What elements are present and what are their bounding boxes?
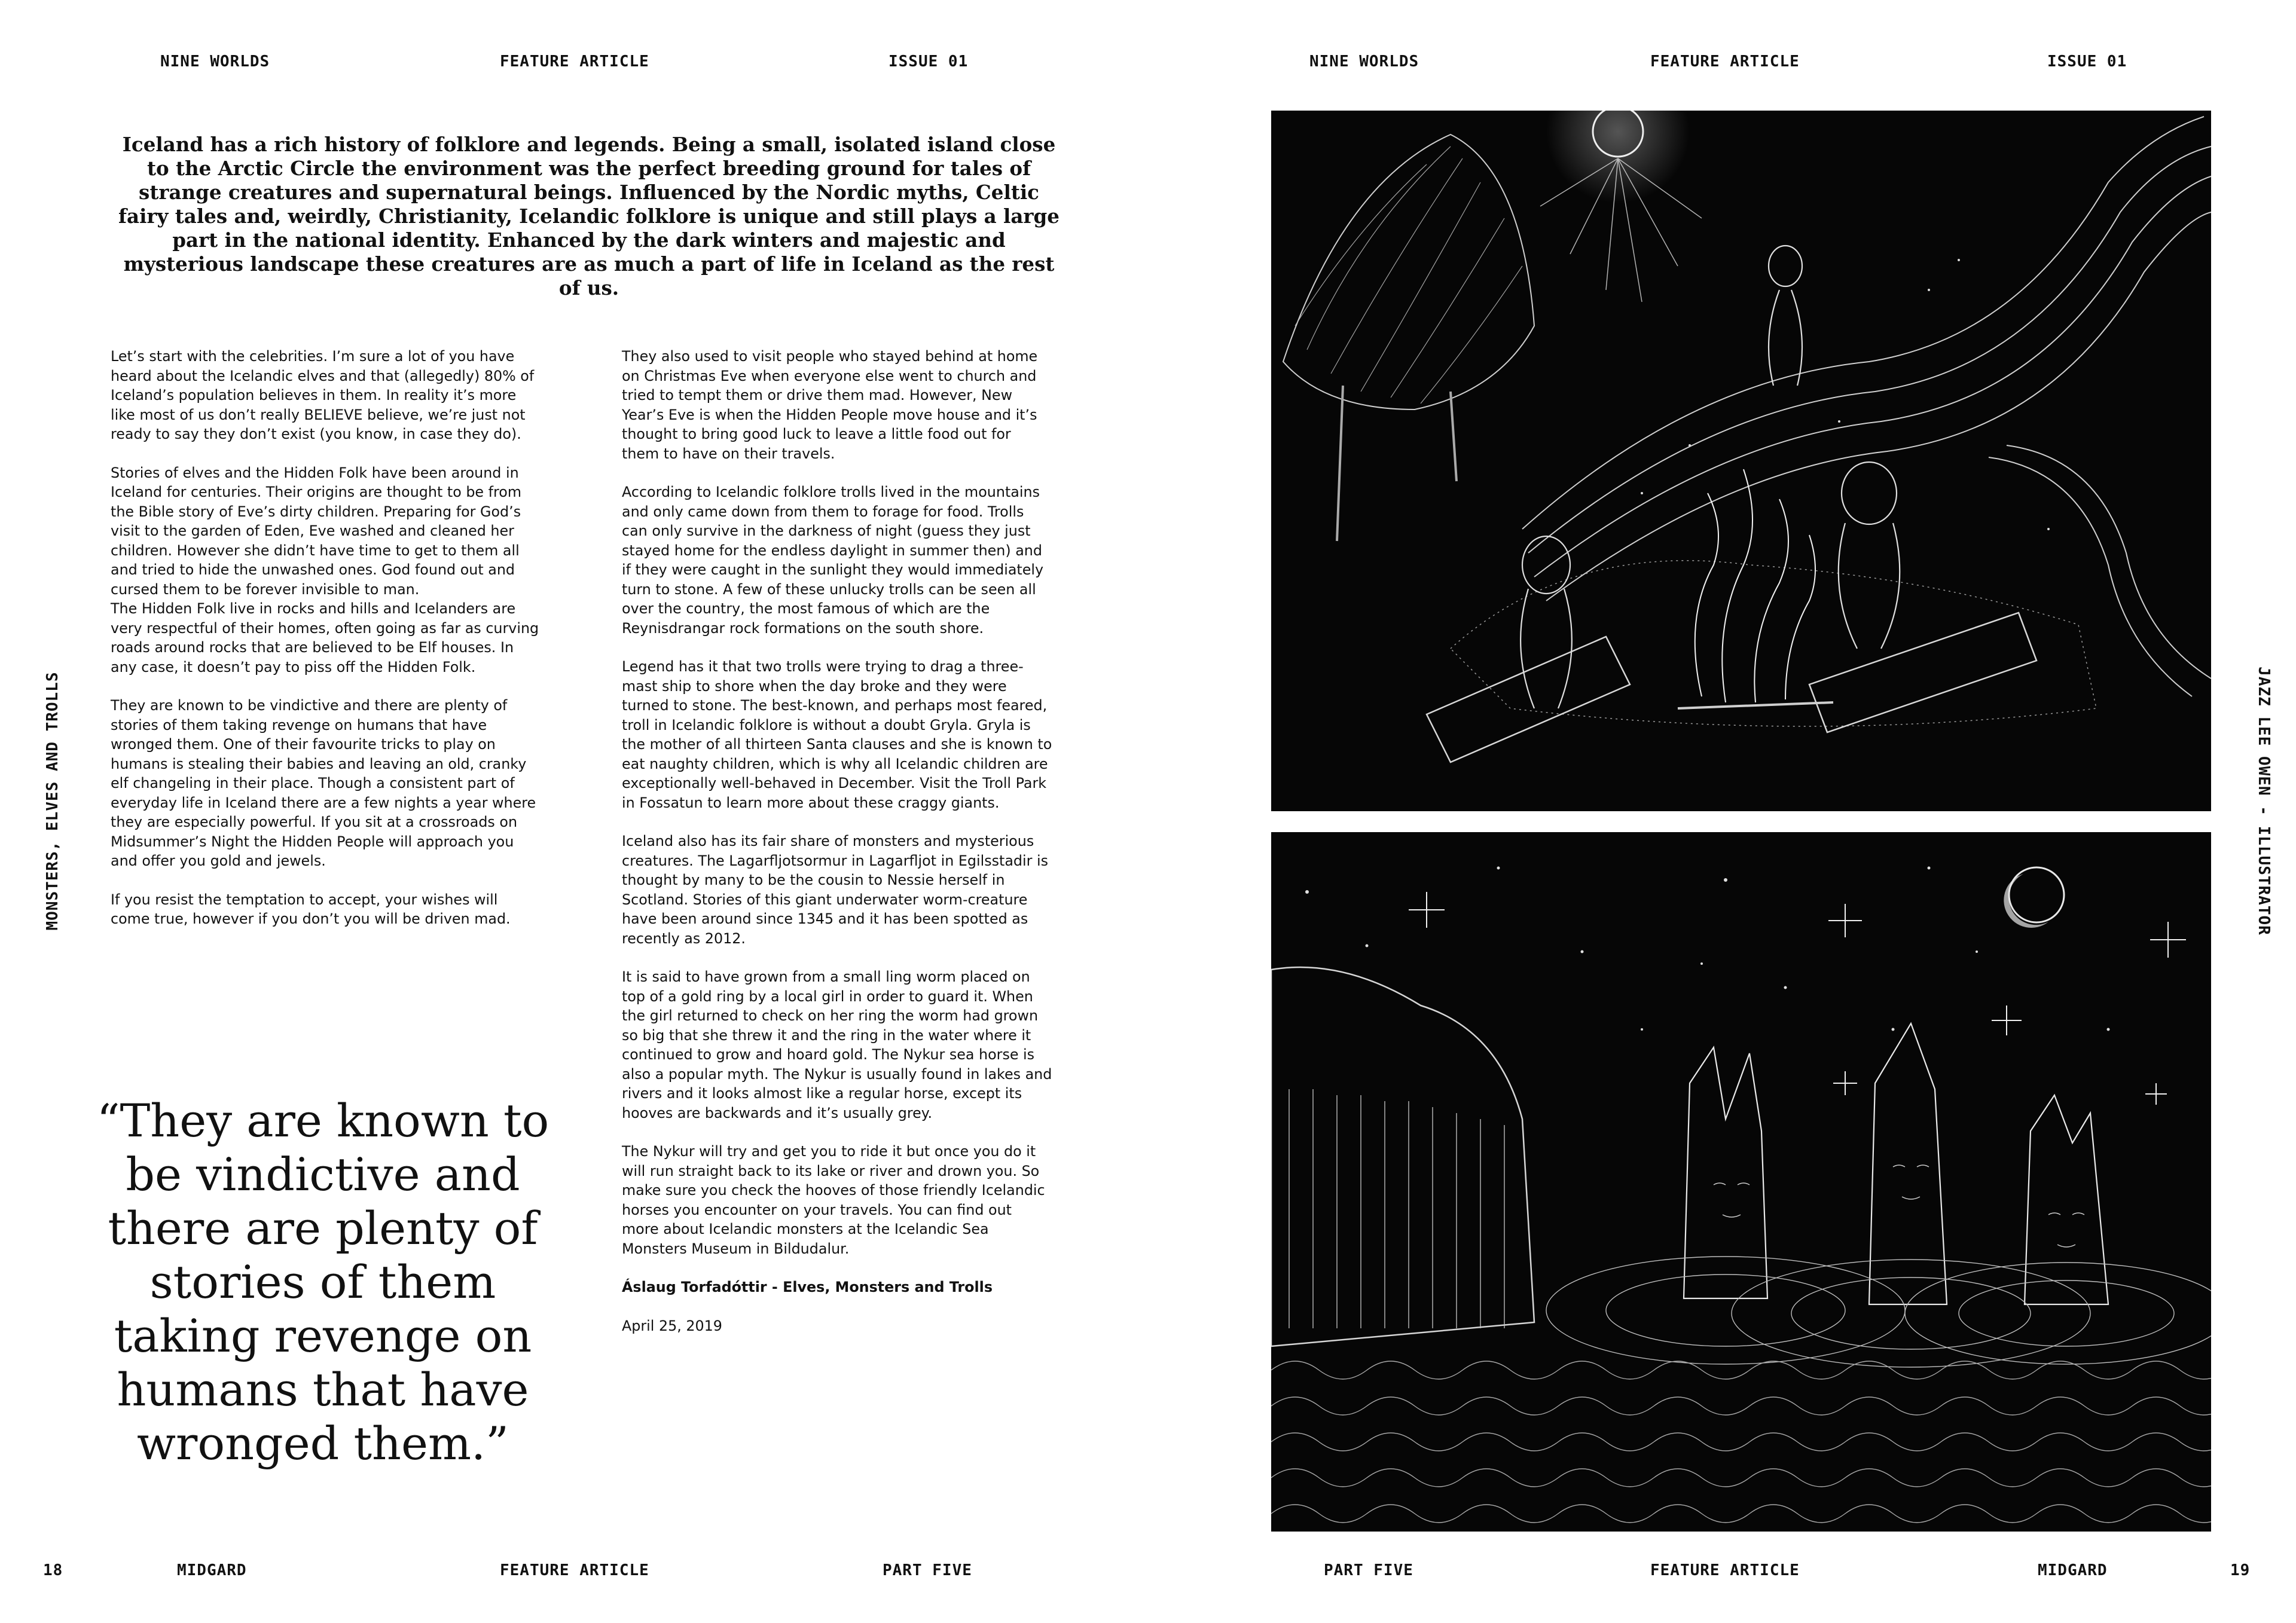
illustration-trolls-campfire (1271, 111, 2211, 811)
col1-paragraph-1: Let’s start with the celebrities. I’m sure a lot of you have heard about the Icelandic elves and that (allegedly) 80% of Iceland’s population believes in them. In reality it’s more like most of us don’t really BELIEVE believe, we’re just not ready to say they don’t exist (you know, in case they do). (111, 348, 535, 442)
crescent-moon-icon (2009, 867, 2064, 922)
small-stars (1305, 867, 2110, 1031)
pull-quote: “They are known to be vindictive and there are plenty of stories of them taking revenge on humans that have wronged them.” (96, 1094, 549, 1470)
left-header-issue: ISSUE 01 (889, 53, 969, 71)
right-footer-realm: MIDGARD (2038, 1561, 2108, 1579)
sparks (1641, 259, 2050, 530)
col2-paragraph-4: Iceland also has its fair share of monsters and mysterious creatures. The Lagarfljotsormur in Lagarfljot in Egilsstadir is thought by many to be the cousin to Nessie herself in Scotland. Stories of this giant underwater worm-creature have been around since 1345 and it has been spotted as recently as 2012. (622, 833, 1048, 947)
tree-canopy (1283, 135, 1534, 409)
col1-paragraph-5: If you resist the temptation to accept, your wishes will come true, however if you don’t you will be driven mad. (111, 891, 511, 927)
ground-stipple (1451, 561, 2096, 726)
right-footer-section: FEATURE ARTICLE (1650, 1561, 1800, 1579)
campfire-illustration-art (1271, 111, 2211, 811)
article-column-2 (622, 347, 1052, 1355)
article-date: April 25, 2019 (622, 1317, 722, 1334)
left-footer-part: PART FIVE (883, 1561, 972, 1579)
tree-trunk-left (1337, 386, 1343, 541)
star-icons (1409, 892, 2186, 1105)
article-intro: Iceland has a rich history of folklore and legends. Being a small, isolated island close to the Arctic Circle the environment was the perfect breeding ground for tales of strange creatures and supernatural beings. Influenced by the Nordic myths, Celtic fairy tales and, weirdly, Christianity, Icelandic folklore is unique and still plays a large part in the national identity. Enhanced by the dark winters and majestic and mysterious landscape these creatures are as much a part of life in Iceland as the rest of us. (118, 133, 1060, 299)
col1-paragraph-4: They are known to be vindictive and there are plenty of stories of them taking revenge on humans that have wronged them. One of their favourite tricks to play on humans is stealing their babies and leaving an old, cranky elf changeling in their place. Though a consistent part of everyday life in Iceland there are a few nights a year where they are especially powerful. If you sit at a crossroads on Midsummer’s Night the Hidden People will approach you and offer you gold and jewels. (111, 697, 536, 869)
article-signature: Áslaug Torfadóttir - Elves, Monsters and Trolls (622, 1279, 993, 1295)
cliff-outline (1271, 967, 1534, 1346)
left-header-magazine: NINE WORLDS (160, 53, 270, 71)
sea-illustration-art (1271, 832, 2211, 1532)
campfire-flames (1695, 469, 1815, 702)
right-footer-page-number: 19 (2230, 1561, 2251, 1579)
fire-wood (1678, 702, 1833, 708)
right-header-magazine: NINE WORLDS (1309, 53, 1419, 71)
right-header-section: FEATURE ARTICLE (1650, 53, 1800, 71)
col2-paragraph-6: The Nykur will try and get you to ride it but once you do it will run straight back to its lake or river and drown you. So make sure you check the hooves of those friendly Icelandic horses you encounter on your travels. You can find out more about Icelandic monsters at the Icelandic Sea Monsters Museum in Bildudalur. (622, 1143, 1045, 1257)
troll-figures (1521, 246, 1900, 708)
right-side-label: JAZZ LEE OWEN - ILLUSTRATOR (2255, 667, 2273, 936)
article-column-1 (111, 347, 541, 948)
col2-paragraph-2: According to Icelandic folklore trolls lived in the mountains and only came down from them to forage for food. Trolls can only survive in the darkness of night (guess they just stayed home for the endless daylight in summer then) and if they were caught in the sunlight they would immediately turn to stone. A few of these unlucky trolls can be seen all over the country, the most famous of which are the Reynisdrangar rock formations on the south shore. (622, 484, 1044, 637)
right-header-issue: ISSUE 01 (2047, 53, 2127, 71)
tree-foliage (1295, 146, 1522, 404)
col1-paragraph-2: Stories of elves and the Hidden Folk have been around in Iceland for centuries. Their origins are thought to be from the Bible story of Eve’s dirty children. Preparing for God’s visit to the garden of Eden, Eve washed and cleaned her children. However she didn’t have time to get to them all and tried to hide the unwashed ones. God found out and cursed them to be forever invisible to man. (111, 464, 522, 598)
left-header-section: FEATURE ARTICLE (500, 53, 649, 71)
left-footer-page-number: 18 (43, 1561, 63, 1579)
illustration-troll-rocks-sea (1271, 832, 2211, 1532)
log-right (1809, 613, 2037, 732)
sea-waves (1271, 1361, 2211, 1523)
left-footer-realm: MIDGARD (177, 1561, 247, 1579)
right-footer-part: PART FIVE (1324, 1561, 1413, 1579)
col2-paragraph-1: They also used to visit people who stayed behind at home on Christmas Eve when everyone else went to church and tried to tempt them or drive them mad. However, New Year’s Eve is when the Hidden People move house and it’s thought to bring good luck to leave a little food out for them to have on their travels. (622, 348, 1038, 462)
cliff-columns (1289, 1089, 1504, 1328)
troll-rock-stacks (1684, 1023, 2108, 1304)
left-footer-section: FEATURE ARTICLE (500, 1561, 649, 1579)
col1-paragraph-3: The Hidden Folk live in rocks and hills and Icelanders are very respectful of their homes, often going as far as curving roads around rocks that are believed to be Elf houses. In any case, it doesn’t pay to piss off the Hidden Folk. (111, 600, 539, 676)
log-left (1427, 637, 1630, 762)
water-ripples (1546, 1257, 2211, 1367)
tree-trunk-right (1451, 392, 1457, 481)
col2-paragraph-3: Legend has it that two trolls were trying to drag a three-mast ship to shore when the day broke and they were turned to stone. The best-known, and perhaps most feared, troll in Icelandic folklore is without a doubt Gryla. Gryla is the mother of all thirteen Santa clauses and she is known to eat naughty children, which is why all Icelandic children are exceptionally well-behaved in December. Visit the Troll Park in Fossatun to learn more about these craggy giants. (622, 658, 1052, 811)
col2-paragraph-5: It is said to have grown from a small ling worm placed on top of a gold ring by a local girl in order to guard it. When the girl returned to check on her ring the worm had grown so big that she threw it and the ring in the water where it continued to grow and hoard gold. The Nykur sea horse is also a popular myth. The Nykur is usually found in lakes and rivers and it looks almost like a regular horse, except its hooves are backwards and it’s usually grey. (622, 968, 1052, 1121)
left-side-label: MONSTERS, ELVES AND TROLLS (44, 671, 62, 931)
